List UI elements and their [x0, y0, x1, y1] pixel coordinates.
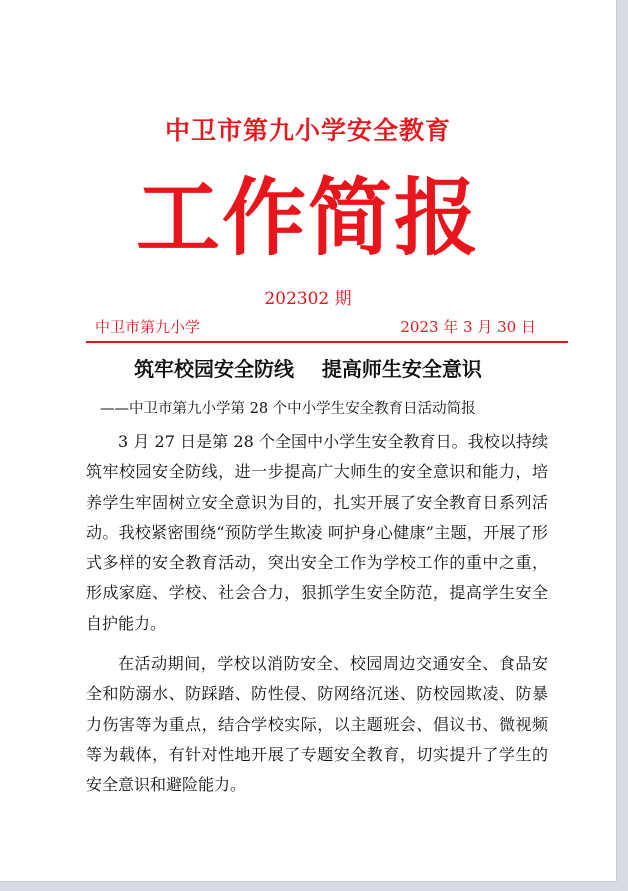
header-divider [86, 341, 568, 343]
org-title: 中卫市第九小学安全教育 [164, 116, 451, 145]
article-headline: 筑牢校园安全防线 提高师生安全意识 [134, 357, 482, 381]
publish-date: 2023 年 3 月 30 日 [400, 318, 536, 336]
article-subtitle: ——中卫市第九小学第 28 个中小学生安全教育日活动简报 [100, 401, 476, 417]
article-body [86, 427, 548, 801]
main-title: 工作简报 [135, 169, 480, 267]
issue-number: 202302 期 [264, 289, 352, 309]
paragraph: 在活动期间，学校以消防安全、校园周边交通安全、食品安全和防溺水、防踩踏、防性侵、防网络沉迷、防校园欺凌、防暴力伤害等为重点，结合学校实际，以主题班会、倡议书、微视频等为载体，有针对性地开展了专题安全教育，切实提升了学生的安全意识和避险能力。 [86, 654, 548, 795]
school-name: 中卫市第九小学 [95, 318, 201, 336]
paragraph: 3 月 27 日是第 28 个全国中小学生安全教育日。我校以持续筑牢校园安全防线，进一步提高广大师生的安全意识和能力，培养学生牢固树立安全意识为目的，扎实开展了安全教育日系列活动。我校紧密围绕“预防学生欺凌 呵护身心健康”主题，开展了形式多样的安全教育活动，突出安全工作为学校工作的重中之重，形成家庭、学校、社会合力，狠抓学生安全防范，提高学生安全自护能力。 [86, 432, 548, 633]
